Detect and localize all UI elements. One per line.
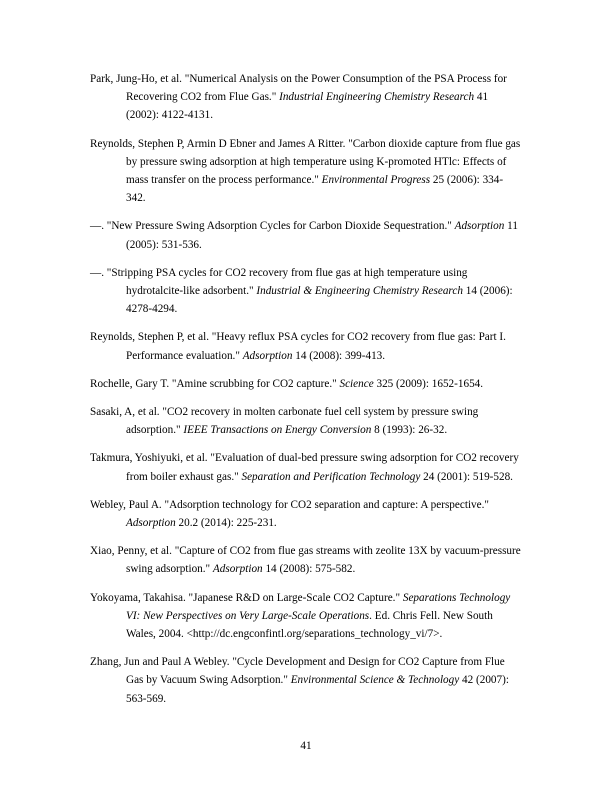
reference-details: 41 (2002): 4122-4131. [126, 91, 489, 122]
reference-text: Rochelle, Gary T. "Amine scrubbing for CO2 capture." [90, 377, 340, 390]
reference-text: Sasaki, A, et al. "CO2 recovery in molten carbonate fuel cell system by pressure swing adsorption." [90, 406, 479, 437]
reference-journal: Separations Technology VI: New Perspectives on Very Large-Scale Operations [126, 591, 511, 622]
reference-journal: Adsorption [454, 220, 505, 233]
reference-text: —. "New Pressure Swing Adsorption Cycles for Carbon Dioxide Sequestration." [90, 220, 455, 233]
reference-entry [90, 542, 522, 578]
page-number: 41 [300, 740, 312, 752]
reference-text: Park, Jung-Ho, et al. "Numerical Analysis on the Power Consumption of the PSA Process for Recovering CO2 from Flue Gas." [90, 73, 507, 104]
reference-journal: Adsorption [242, 349, 293, 362]
reference-journal: IEEE Transactions on Energy Conversion [183, 424, 372, 437]
reference-text: Yokoyama, Takahisa. "Japanese R&D on Large-Scale CO2 Capture." [90, 591, 403, 604]
reference-entry [90, 217, 522, 253]
reference-entry [90, 264, 522, 319]
reference-entry [90, 375, 522, 393]
reference-journal: Adsorption [212, 563, 263, 576]
reference-details: 14 (2008): 575-582. [262, 563, 356, 576]
reference-journal: Environmental Progress [321, 174, 431, 187]
reference-text: Reynolds, Stephen P, Armin D Ebner and James A Ritter. "Carbon dioxide capture from flue gas by pressure swing adsorption at high temperature using K-promoted HTlc: Effects of mass transfer on the process performance." [90, 137, 521, 187]
reference-entry [90, 496, 522, 532]
reference-text: Xiao, Penny, et al. "Capture of CO2 from flue gas streams with zeolite 13X by vacuum-pressure swing adsorption." [90, 545, 521, 576]
reference-journal: Industrial & Engineering Chemistry Research [256, 285, 463, 298]
reference-entry [90, 328, 522, 364]
reference-journal: Separation and Perification Technology [241, 470, 421, 483]
reference-details: 325 (2009): 1652-1654. [373, 377, 484, 390]
reference-entry [90, 449, 522, 485]
reference-text: Reynolds, Stephen P, et al. "Heavy reflux PSA cycles for CO2 recovery from flue gas: Part I. Performance evaluation." [90, 331, 506, 362]
reference-details: 14 (2006): 4278-4294. [126, 285, 513, 316]
reference-details: 25 (2006): 334-342. [126, 174, 504, 205]
reference-details: 14 (2008): 399-413. [292, 349, 386, 362]
reference-journal: Environmental Science & Technology [290, 674, 460, 687]
reference-entry [90, 70, 522, 125]
reference-details: 42 (2007): 563-569. [126, 674, 509, 705]
reference-entry [90, 135, 522, 208]
reference-text: Webley, Paul A. "Adsorption technology for CO2 separation and capture: A perspective." [90, 498, 489, 511]
reference-details: 20.2 (2014): 225-231. [175, 517, 277, 530]
reference-journal: Science [339, 377, 374, 390]
reference-text: Takmura, Yoshiyuki, et al. "Evaluation of dual-bed pressure swing adsorption for CO2 recovery from boiler exhaust gas." [90, 452, 519, 483]
reference-journal: Adsorption [126, 517, 176, 530]
reference-entry [90, 403, 522, 439]
reference-details: 11 (2005): 531-536. [126, 220, 518, 251]
reference-entry [90, 589, 522, 644]
reference-journal: Industrial Engineering Chemistry Research [279, 91, 475, 104]
reference-details: . Ed. Chris Fell. New South Wales, 2004. <http://dc.engconfintl.org/separations_technology_vi/7>. [126, 609, 493, 641]
bibliography-list [90, 70, 522, 718]
reference-entry [90, 653, 522, 708]
reference-text: Zhang, Jun and Paul A Webley. "Cycle Development and Design for CO2 Capture from Flue Gas by Vacuum Swing Adsorption." [90, 656, 505, 687]
reference-details: 24 (2001): 519-528. [420, 470, 513, 483]
reference-text: —. "Stripping PSA cycles for CO2 recovery from flue gas at high temperature using hydrotalcite-like adsorbent." [90, 266, 468, 298]
reference-details: 8 (1993): 26-32. [371, 424, 448, 437]
